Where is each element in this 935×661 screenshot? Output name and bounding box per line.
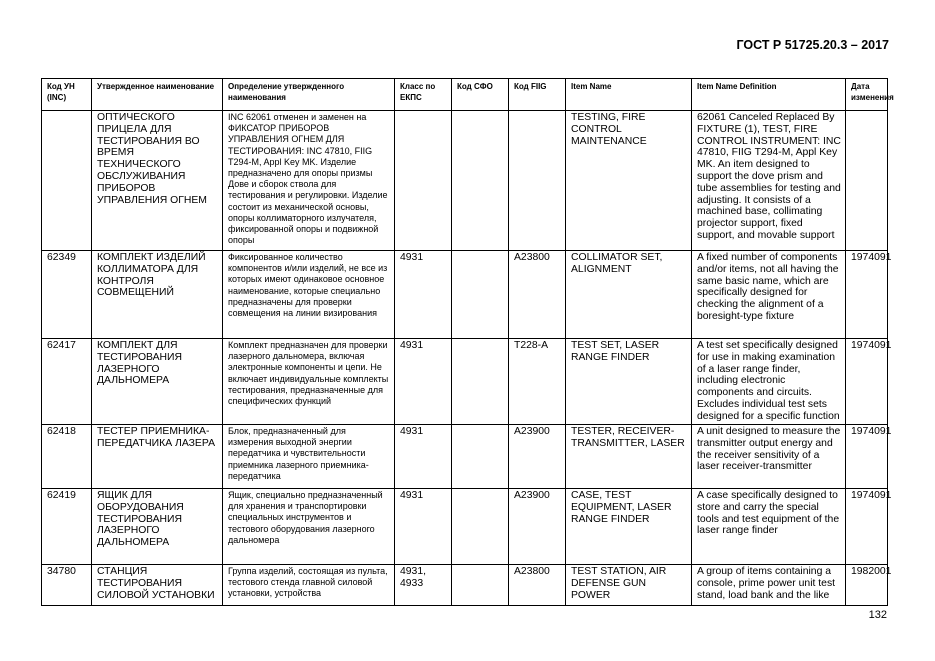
standard-code: ГОСТ Р 51725.20.3 – 2017 bbox=[736, 38, 889, 52]
cell-item-name: TESTER, RECEIVER-TRANSMITTER, LASER bbox=[566, 425, 692, 489]
catalog-table bbox=[41, 78, 894, 606]
cell-fiig: T228-A bbox=[509, 339, 566, 425]
cell-item-definition: A unit designed to measure the transmitter output energy and the receiver sensitivity of a laser receiver-transmitter bbox=[692, 425, 846, 489]
cell-fiig bbox=[509, 111, 566, 251]
cell-sfo bbox=[452, 425, 509, 489]
cell-fiig: A23800 bbox=[509, 251, 566, 339]
table-row bbox=[42, 339, 888, 425]
cell-definition-ru: Блок, предназначенный для измерения выходной энергии передатчика и чувствительности приемника лазерного приемника-передатчика bbox=[223, 425, 395, 489]
cell-ekps: 4931 bbox=[395, 339, 452, 425]
cell-inc: 62418 bbox=[42, 425, 92, 489]
cell-sfo bbox=[452, 111, 509, 251]
header-item-name-definition: Item Name Definition bbox=[692, 79, 846, 111]
cell-item-definition: A fixed number of components and/or items, not all having the same basic name, which are specifically designed for checking the alignment of a boresight-type fixture bbox=[692, 251, 846, 339]
header-inc-code: Код УН (INC) bbox=[42, 79, 92, 111]
cell-definition-ru: Группа изделий, состоящая из пульта, тестового стенда главной силовой установки, устройства bbox=[223, 565, 395, 606]
cell-sfo bbox=[452, 489, 509, 565]
table-row bbox=[42, 425, 888, 489]
cell-item-definition: A test set specifically designed for use in making examination of a laser range finder, including electronic components and circuits. Excludes individual test sets designed for a specific function bbox=[692, 339, 846, 425]
table-row bbox=[42, 489, 888, 565]
cell-sfo bbox=[452, 251, 509, 339]
cell-name-ru: ТЕСТЕР ПРИЕМНИКА-ПЕРЕДАТЧИКА ЛАЗЕРА bbox=[92, 425, 223, 489]
cell-date: 1974091 bbox=[846, 251, 888, 339]
cell-ekps: 4931 bbox=[395, 489, 452, 565]
cell-ekps: 4931 bbox=[395, 251, 452, 339]
cell-item-name: COLLIMATOR SET, ALIGNMENT bbox=[566, 251, 692, 339]
cell-inc: 34780 bbox=[42, 565, 92, 606]
header-approved-name: Утвержденное наименование bbox=[92, 79, 223, 111]
cell-date: 1974091 bbox=[846, 339, 888, 425]
header-change-date: Дата изменения bbox=[846, 79, 888, 111]
cell-name-ru: ЯЩИК ДЛЯ ОБОРУДОВАНИЯ ТЕСТИРОВАНИЯ ЛАЗЕРНОГО ДАЛЬНОМЕРА bbox=[92, 489, 223, 565]
cell-inc: 62419 bbox=[42, 489, 92, 565]
cell-ekps: 4931, 4933 bbox=[395, 565, 452, 606]
cell-item-definition: A group of items containing a console, prime power unit test stand, load bank and the like bbox=[692, 565, 846, 606]
header-fiig-code: Код FIIG bbox=[509, 79, 566, 111]
header-ekps-class: Класс по ЕКПС bbox=[395, 79, 452, 111]
cell-item-name: CASE, TEST EQUIPMENT, LASER RANGE FINDER bbox=[566, 489, 692, 565]
table-header-row bbox=[42, 79, 888, 111]
cell-inc: 62349 bbox=[42, 251, 92, 339]
table-row bbox=[42, 111, 888, 251]
page-number: 132 bbox=[868, 609, 887, 621]
cell-inc bbox=[42, 111, 92, 251]
cell-fiig: A23800 bbox=[509, 565, 566, 606]
table-row bbox=[42, 251, 888, 339]
cell-name-ru: ОПТИЧЕСКОГО ПРИЦЕЛА ДЛЯ ТЕСТИРОВАНИЯ ВО ВРЕМЯ ТЕХНИЧЕСКОГО ОБСЛУЖИВАНИЯ ПРИБОРОВ УПРАВЛЕНИЯ ОГНЕМ bbox=[92, 111, 223, 251]
cell-date: 1982001 bbox=[846, 565, 888, 606]
cell-inc: 62417 bbox=[42, 339, 92, 425]
cell-item-name: TEST STATION, AIR DEFENSE GUN POWER bbox=[566, 565, 692, 606]
cell-date: 1974091 bbox=[846, 489, 888, 565]
cell-sfo bbox=[452, 565, 509, 606]
cell-date bbox=[846, 111, 888, 251]
header-item-name: Item Name bbox=[566, 79, 692, 111]
cell-ekps bbox=[395, 111, 452, 251]
cell-item-definition: 62061 Canceled Replaced By FIXTURE (1), TEST, FIRE CONTROL INSTRUMENT: INC 47810, FIIG T294-M, Appl Key MK. An item designed to support the dove prism and tube assemblies for testing and adjusting. It consists of a machined base, collimating projector support, fixed support, and movable support bbox=[692, 111, 846, 251]
cell-definition-ru: Комплект предназначен для проверки лазерного дальномера, включая электронные компоненты и цепи. Не включает индивидуальные комплекты тестирования, предназначенные для специфических функций bbox=[223, 339, 395, 425]
cell-name-ru: КОМПЛЕКТ ИЗДЕЛИЙ КОЛЛИМАТОРА ДЛЯ КОНТРОЛЯ СОВМЕЩЕНИЙ bbox=[92, 251, 223, 339]
cell-fiig: A23900 bbox=[509, 489, 566, 565]
header-definition: Определение утвержденного наименования bbox=[223, 79, 395, 111]
cell-definition-ru: Ящик, специально предназначенный для хранения и транспортировки специальных инструментов и тестового оборудования лазерного дальномера bbox=[223, 489, 395, 565]
cell-name-ru: КОМПЛЕКТ ДЛЯ ТЕСТИРОВАНИЯ ЛАЗЕРНОГО ДАЛЬНОМЕРА bbox=[92, 339, 223, 425]
cell-name-ru: СТАНЦИЯ ТЕСТИРОВАНИЯ СИЛОВОЙ УСТАНОВКИ bbox=[92, 565, 223, 606]
cell-item-name: TEST SET, LASER RANGE FINDER bbox=[566, 339, 692, 425]
cell-sfo bbox=[452, 339, 509, 425]
cell-definition-ru: INC 62061 отменен и заменен на ФИКСАТОР ПРИБОРОВ УПРАВЛЕНИЯ ОГНЕМ ДЛЯ ТЕСТИРОВАНИЯ: INC 47810, FIIG T294-M, Appl Key MK. Изделие предназначено для опоры призмы Дове и сборок ствола для тестирования и регулировки. Изделие состоит из механической основы, опоры коллиматорного излучателя, фиксированной опоры и подвижной опоры bbox=[223, 111, 395, 251]
cell-fiig: A23900 bbox=[509, 425, 566, 489]
cell-date: 1974091 bbox=[846, 425, 888, 489]
table-row bbox=[42, 565, 888, 606]
cell-ekps: 4931 bbox=[395, 425, 452, 489]
cell-item-name: TESTING, FIRE CONTROL MAINTENANCE bbox=[566, 111, 692, 251]
cell-item-definition: A case specifically designed to store and carry the special tools and test equipment of the laser range finder bbox=[692, 489, 846, 565]
header-sfo-code: Код СФО bbox=[452, 79, 509, 111]
cell-definition-ru: Фиксированное количество компонентов и/или изделий, не все из которых имеют одинаковое основное наименование, которые специально предназначены для проверки совмещения на линии визирования bbox=[223, 251, 395, 339]
